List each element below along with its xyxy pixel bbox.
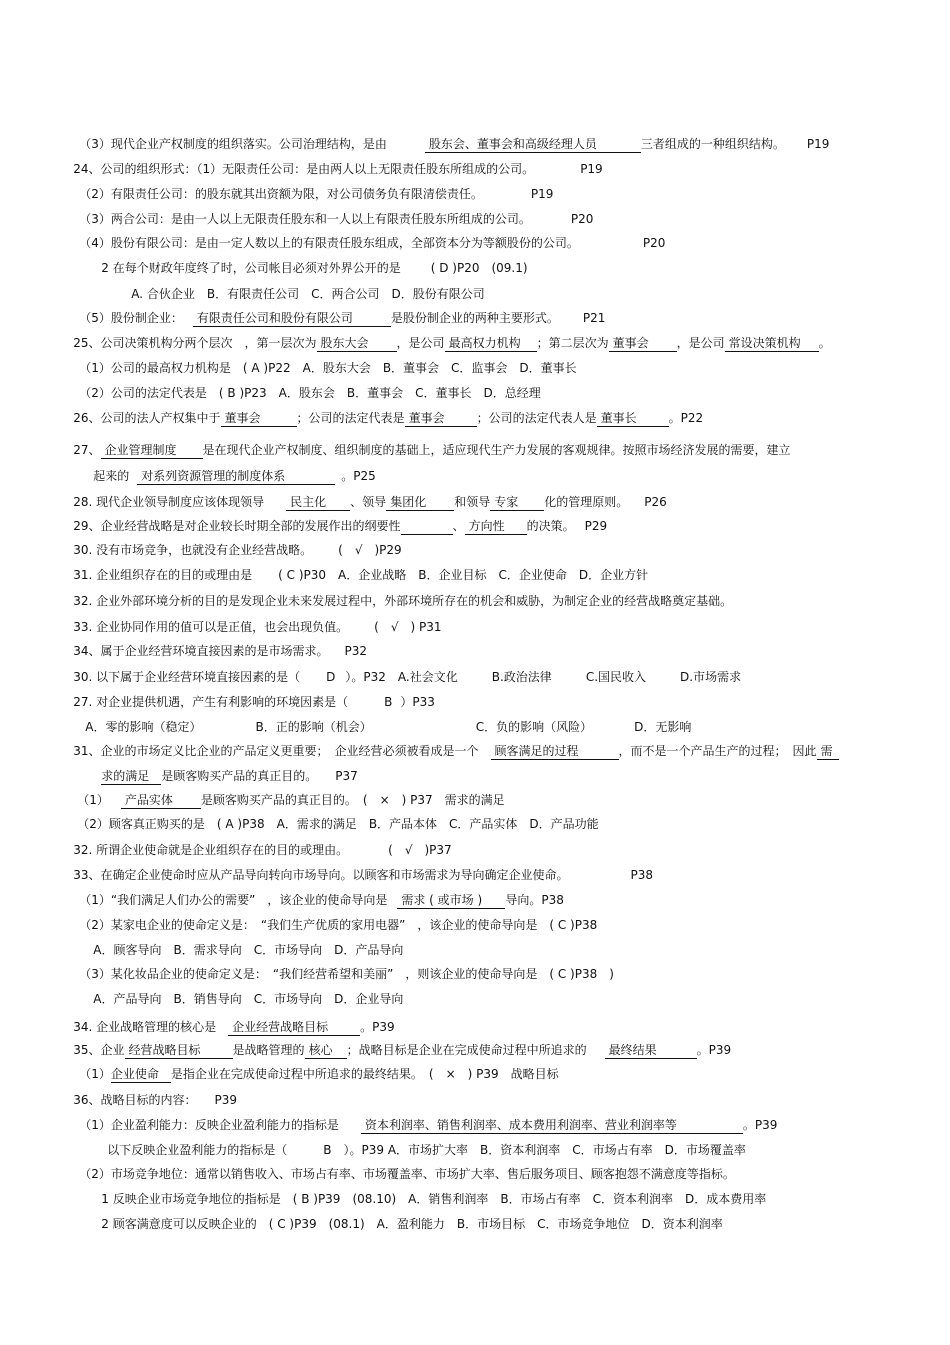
options-text: A．顾客导向 B．需求导向 C．市场导向 D．产品导向 [93,943,404,957]
options-text: A. 合伙企业 B．有限责任公司 C．两合公司 D．股份有限公司 [131,287,485,301]
text-span: （1）企业盈利能力：反映企业盈利能力的指标是 [79,1118,339,1132]
underlined-answer: 对系列资源管理的制度体系 [137,469,335,485]
options-line [78,926,404,957]
text-line [64,1150,735,1181]
answer-text: ( D )P20 (09.1) [430,261,528,275]
underlined-blank [401,519,453,535]
page-ref: P21 [582,311,606,325]
text-span: 36、战略目标的内容： [73,1093,197,1107]
options-line [70,703,692,734]
page-ref: P26 [644,495,667,509]
option-text: B．正的影响（机会） [255,720,372,734]
question-text: 33. 企业协同作用的值可以是正值，也会出现负值。 [73,620,349,634]
page-ref: P38 [630,868,654,882]
text-span: 是顾客购买产品的真正目的。 [161,769,318,783]
text-line [58,1026,732,1057]
underlined-answer: 最终结果 [605,1043,697,1059]
page-ref: P29 [584,519,608,533]
option-text: A．零的影响（稳定） [85,720,202,734]
underlined-answer: 董事长 [597,411,669,427]
page-ref: P39 [214,1093,238,1107]
question-line [62,776,505,807]
answer-text: ( √ ) P31 [374,620,442,634]
text-line [64,170,554,201]
question-line [86,244,528,275]
question-line [64,369,541,400]
question-text: 以下反映企业盈利能力的指标是（ [107,1143,288,1157]
question-text: （2）顾客真正购买的是 ( A )P38 A．需求的满足 B．产品本体 C．产品实体 D．产品功能 [77,817,599,831]
underlined-answer: 民主化 [286,495,350,511]
page-ref: 。P39 [696,1043,732,1057]
underlined-answer: 核心 [305,1043,347,1059]
text-span: （1）“我们满足人们办公的需要” ，该企业的使命导向是 [79,893,388,907]
underlined-answer: 董事会 [405,411,477,427]
text-span: 三者组成的一种组织结构。 [640,137,785,151]
text-line [78,452,376,483]
text-span: 26、公司的法人产权集中于 [73,411,221,425]
underlined-answer: 求的满足 [101,769,161,785]
question-text: 2 顾客满意度可以反映企业的 ( C )P39 (08.1) A．盈利能力 B．市场目标 C．市场竞争地位 D．资本利润率 [101,1217,723,1231]
underlined-answer: 顾客满足的过程 [491,744,619,760]
page-ref: P19 [580,162,603,176]
question-text: 27. 对企业提供机遇，产生有利影响的环境因素是（ [73,695,349,709]
page-ref: ）P33 [400,695,435,709]
underlined-answer: 经营战略目标 [125,1043,233,1059]
question-text: 30. 没有市场竞争，也就没有企业经营战略。 [73,543,313,557]
text-span: 化的管理原则。 [544,495,629,509]
question-line [92,1126,746,1157]
text-line [58,478,667,509]
question-line [62,800,599,831]
text-span: 是股份制企业的两种主要形式。 [390,311,559,325]
question-text: （1）公司的最高权力机构是 ( A )P22 A．股东大会 B．董事会 C．监事会 D．董事长 [79,361,577,375]
underlined-answer: 企业经营战略目标 [228,1020,360,1036]
question-text: 32. 所谓企业使命就是企业组织存在的目的或理由。 [73,843,349,857]
underlined-answer: 有限责任公司和股份有限公司 [193,311,391,327]
underlined-answer: 资本利润率、销售利润率、成本费用利润率、营业利润率等 [361,1118,743,1134]
page-ref: P19 [530,187,554,201]
text-span: 是顾客购买产品的真正目的。 ( × ) P37 需求的满足 [200,793,505,807]
question-line [64,950,614,981]
text-span: 33、在确定企业使命时应从产品导向转向市场导向。以顾客和市场需求为导向确定企业使命。 [73,868,569,882]
underlined-answer: 董事会 [221,411,297,427]
options-text: A．产品导向 B．销售导向 C．市场导向 D．企业导向 [93,992,404,1006]
text-span: ，是公司 [676,336,725,350]
question-line [58,603,442,634]
option-text: D．无影响 [634,720,692,734]
page-ref: P20 [570,212,594,226]
text-span: 的决策。 [526,519,575,533]
option-text: C.国民收入 [585,670,647,684]
text-span: ；第二层次为 [536,336,609,350]
answer-text: B [384,695,393,709]
answer-text: ( √ )P29 [338,543,402,557]
text-line [58,319,831,350]
question-text: （3）某化妆品企业的使命定义是： “我们经营希望和美丽” ，则该企业的使命导向是 ( C )P38 ) [79,967,614,981]
text-span: （3）两合公司 [79,212,159,226]
option-text: B.政治法律 [491,670,552,684]
question-line [58,551,649,582]
text-span: （2）有限责任公司：的股东就其出资额为限，对公司债务负有限清偿责任。 [79,187,483,201]
text-span: 35、企业 [73,1043,125,1057]
text-line [64,876,564,907]
text-span: 导向。P38 [505,893,564,907]
text-span: （3）现代企业产权制度的组织落实。公司治理结构，是由 [79,137,387,151]
question-text: 31. 企业组织存在的目的或理由是 [73,568,253,582]
text-span: 、 [452,519,465,533]
page-ref: 。P25 [341,469,376,483]
text-span: 24、公司的组织形式：（1）无限责任公司：是由两人以上无限责任股东所组成的公司。 [73,162,535,176]
text-span: （1） [79,1067,111,1081]
text-span: ；公司的法定代表是 [296,411,405,425]
text-line [86,752,358,783]
text-span: 。 [818,336,831,350]
text-span: 31、企业的市场定义比企业的产品定义更重要； 企业经营必须被看成是一个 [73,744,479,758]
text-span: 34、属于企业经营环境直接因素的是市场需求。 [73,644,329,658]
option-text: C．负的影响（风险） [475,720,593,734]
text-span: 25、公司决策机构分两个层次 ，第一层次为 [73,336,317,350]
question-line [58,653,742,684]
text-span: ，是公司 [396,336,445,350]
answer-options: ( C )P30 A．企业战略 B．企业目标 C．企业使命 D．企业方针 [278,568,649,582]
underlined-answer: 企业使命 [111,1067,171,1083]
page-ref: P20 [642,236,666,250]
text-line [58,502,608,533]
underlined-answer: 最高权力机构 [445,336,537,352]
text-span: 32. 企业外部环境分析的目的是发现企业未来发展过程中，外部环境所存在的机会和威胁，为制定企业的经营战略奠定基础。 [73,594,733,608]
text-span: ：是由一人以上无限责任股东和一人以上有限责任股东所组成的公司。 [158,212,531,226]
page-ref: P37 [335,769,358,783]
text-line [58,394,704,425]
text-line [64,195,594,226]
option-text: ）。P32 A.社会文化 [345,670,458,684]
text-span: 。P22 [668,411,704,425]
answer-options: ）。P39 A．市场扩大率 B．资本利润率 C．市场占有率 D．市场覆盖率 [343,1143,746,1157]
question-text: 1 反映企业市场竞争地位的指标是 ( B )P39 (08.10) A．销售利润率 B．市场占有率 C．资本利润率 D．成本费用率 [101,1192,767,1206]
underlined-answer: 股东大会 [317,336,397,352]
text-line [64,294,606,325]
underlined-answer: 股东会、董事会和高级经理人员 [425,137,641,153]
text-span: （1） [77,793,109,807]
text-span: 是企业在完成使命过程中所追求的 [406,1043,587,1057]
text-span: 是指企业在完成使命过程中所追求的最终结果。 ( × ) P39 战略目标 [170,1067,559,1081]
question-line [58,526,402,557]
text-line [64,219,666,250]
question-line [86,1200,723,1231]
text-line [58,851,654,882]
text-span: ；战略目标 [346,1043,407,1057]
text-line [64,120,830,151]
answer-text: ( √ )P37 [388,843,452,857]
text-span: 是在现代企业产权制度、组织制度的基础上，适应现代生产力发展的客观规律。按照市场经济发展的需要，建立 [202,443,791,457]
page-ref: P19 [806,137,830,151]
text-line [58,145,603,176]
text-span: 29、企业经营战略是对企业较长时期全部的发展作出的纲要性 [73,519,401,533]
question-line [58,678,435,709]
text-span: （2）市场竞争地位：通常以销售收入、市场占有率、市场覆盖率、市场扩大率、售后服务项目、顾客抱怨不满意度等指标。 [79,1167,735,1181]
options-line [78,975,404,1006]
text-span: （4）股份有限公司：是由一定人数以上的有限责任股东组成，全部资本分为等额股份的公司。 [79,236,579,250]
question-text: 30. 以下属于企业经营环境直接因素的是（ [73,670,301,684]
underlined-answer: 专家 [490,495,544,511]
underlined-answer: 方向性 [465,519,527,535]
question-line [86,1175,767,1206]
text-line [58,577,733,608]
underlined-answer: 董事会 [609,336,677,352]
question-line [64,901,598,932]
text-line [58,1003,395,1034]
answer-text: D [326,670,336,684]
text-span: 28. 现代企业领导制度应该体现领导 [73,495,265,509]
answer-text: B [323,1143,332,1157]
text-span: 、领导 [350,495,387,509]
underlined-answer: 产品实体 [121,793,201,809]
text-span: （5）股份制企业： [79,311,183,325]
text-line [58,727,839,758]
text-span: 是战略管理的 [232,1043,305,1057]
options-line [116,270,485,301]
option-text: D.市场需求 [680,670,742,684]
text-span: 起来的 [93,469,130,483]
underlined-answer: 需 [817,744,839,760]
text-line [64,1101,778,1132]
question-text: （2）公司的法定代表是 ( B )P23 A．股东会 B．董事会 C．董事长 D．总经理 [79,386,541,400]
text-line [58,1076,238,1107]
text-line [64,1050,559,1081]
underlined-answer: 企业管理制度 [101,443,203,459]
text-line [58,426,791,457]
text-span: 27、 [73,443,101,457]
page-ref: P32 [344,644,368,658]
text-span: 34. 企业战略管理的核心是 [73,1020,217,1034]
question-text: 2 在每个财政年度终了时，公司帐目必须对外界公开的是 [101,261,401,275]
question-line [64,344,577,375]
underlined-answer: 集团化 [386,495,454,511]
underlined-answer: 常设决策机构 [725,336,819,352]
text-span: ，而不是一个产品生产的过程； 因此 [618,744,817,758]
page-ref: 。P39 [360,1020,395,1034]
text-span: ；公司的法定代表人是 [476,411,597,425]
question-line [58,826,452,857]
text-span: 和领导 [454,495,491,509]
text-line [58,627,368,658]
question-text: （2）某家电企业的使命定义是： “我们生产优质的家用电器” ，该企业的使命导向是 ( C )P38 [79,918,598,932]
page-ref: 。P39 [742,1118,778,1132]
underlined-answer: 需求 ( 或市场 ) [397,893,505,909]
